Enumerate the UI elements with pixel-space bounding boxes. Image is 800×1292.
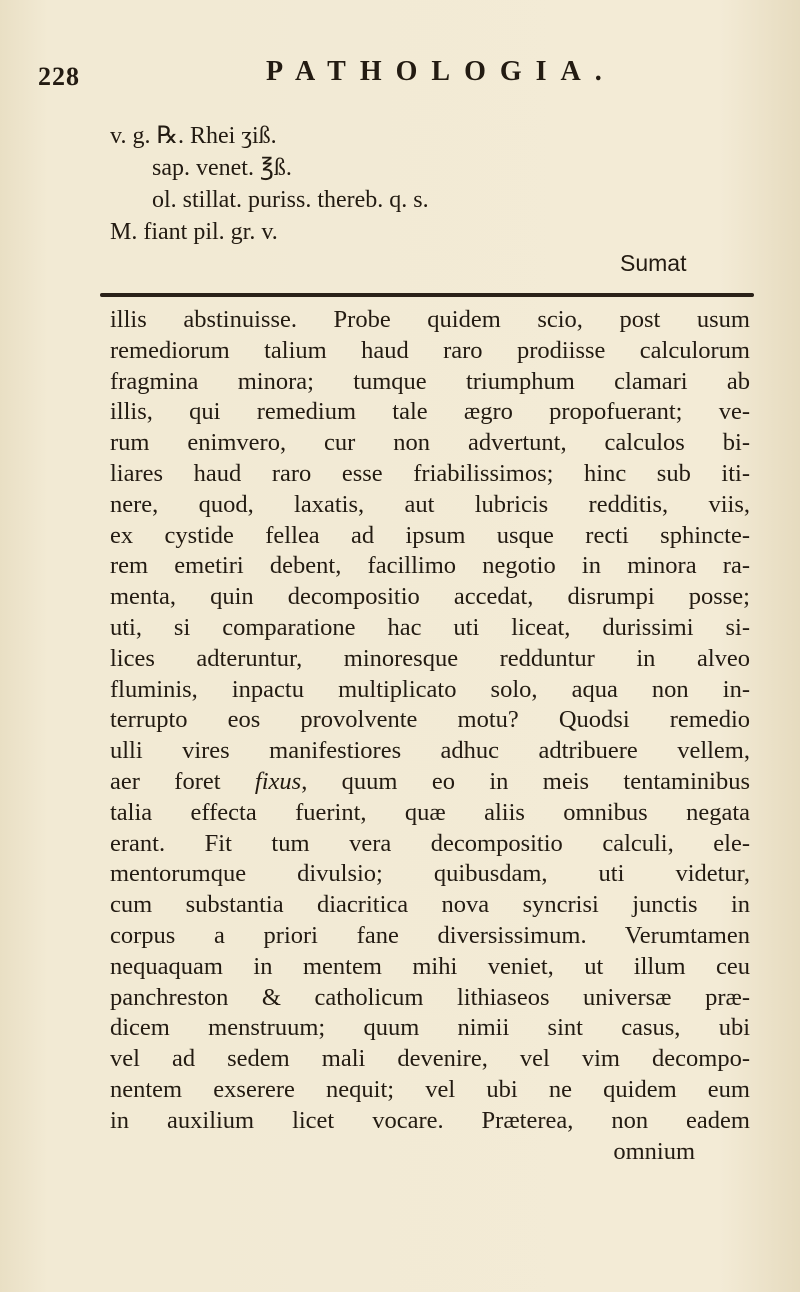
formula-line: M. fiant pil. gr. v. — [110, 219, 278, 245]
text-line: in auxilium licet vocare. Præterea, non eadem — [110, 1106, 750, 1134]
running-head: PATHOLOGIA. — [266, 56, 616, 87]
catchword-bottom: omnium — [613, 1137, 695, 1165]
text-line: nere, quod, laxatis, aut lubricis redditis, viis, — [110, 490, 750, 518]
text-line: ex cystide fellea ad ipsum usque recti sphincte- — [110, 521, 750, 549]
text-line: liares haud raro esse friabilissimos; hinc sub iti- — [110, 459, 750, 487]
text-line: dicem menstruum; quum nimii sint casus, ubi — [110, 1014, 750, 1042]
text-line: nentem exserere nequit; vel ubi ne quidem eum — [110, 1075, 750, 1103]
text-line: corpus a priori fane diversissimum. Verumtamen — [110, 921, 750, 949]
text-line: vel ad sedem mali devenire, vel vim decompo- — [110, 1045, 750, 1073]
catchword-top: Sumat — [620, 250, 687, 276]
text-line-with-italic — [110, 767, 750, 798]
italic-term: fixus — [254, 767, 302, 795]
page-number: 228 — [38, 62, 80, 91]
text-fragment: aer foret — [110, 767, 255, 795]
text-line: illis, qui remedium tale ægro propofuerant; ve- — [110, 398, 750, 426]
section-divider — [100, 293, 754, 297]
text-line: talia effecta fuerint, quæ aliis omnibus negata — [110, 798, 750, 826]
text-line: mentorumque divulsio; quibusdam, uti videtur, — [110, 860, 750, 888]
text-line: menta, quin decompositio accedat, disrumpi posse; — [110, 583, 750, 611]
text-line: rum enimvero, cur non advertunt, calculos bi- — [110, 429, 750, 457]
text-line: rem emetiri debent, facillimo negotio in minora ra- — [110, 552, 750, 580]
text-line: erant. Fit tum vera decompositio calculi, ele- — [110, 829, 750, 857]
text-line: panchreston & catholicum lithiaseos universæ præ- — [110, 983, 750, 1011]
text-line: remediorum talium haud raro prodiisse calculorum — [110, 336, 750, 364]
text-line: nequaquam in mentem mihi veniet, ut illum ceu — [110, 952, 750, 980]
formula-line: sap. venet. ℥ß. — [152, 155, 292, 181]
text-line: ulli vires manifestiores adhuc adtribuere vellem, — [110, 737, 750, 765]
text-line: fragmina minora; tumque triumphum clamari ab — [110, 367, 750, 395]
text-line: lices adteruntur, minoresque redduntur in alveo — [110, 644, 750, 672]
text-fragment: , quum eo in meis tentaminibus — [301, 767, 751, 795]
text-line: illis abstinuisse. Probe quidem scio, post usum — [110, 306, 750, 333]
body-text — [110, 305, 750, 1167]
text-line: uti, si comparatione hac uti liceat, durissimi si- — [110, 613, 750, 641]
text-line: cum substantia diacritica nova syncrisi junctis in — [110, 891, 750, 919]
prescription-formula — [110, 120, 429, 248]
formula-line: ol. stillat. puriss. thereb. q. s. — [152, 187, 429, 213]
text-line: fluminis, inpactu multiplicato solo, aqua non in- — [110, 675, 750, 703]
text-line: terrupto eos provolvente motu? Quodsi remedio — [110, 706, 750, 734]
formula-line: v. g. ℞. Rhei ʒiß. — [110, 123, 277, 149]
